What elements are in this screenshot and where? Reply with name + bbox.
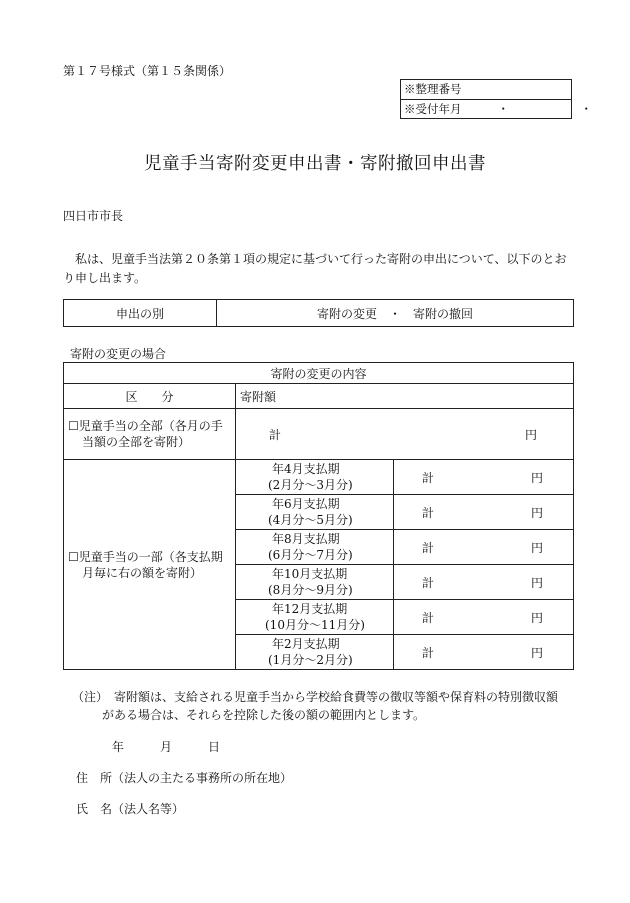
received-date-label: ※受付年月 [404,102,462,116]
note [72,688,572,724]
application-type-table [63,299,574,327]
period-amount-input[interactable]: 円 [454,530,574,565]
partial-donation-option[interactable] [64,460,236,670]
full-donation-option[interactable] [64,409,236,460]
note-line-2: がある場合は、それらを控除した後の額の範囲内とします。 [102,708,426,722]
period-range: (1月分～2月分) [268,653,353,667]
period-amount-input[interactable]: 円 [454,600,574,635]
partial-donation-label-1: ☐児童手当の一部（各支払期 [68,549,223,564]
period-cell [236,600,394,635]
period-cell [236,460,394,495]
period-range: (10月分～11月分) [265,618,365,632]
reference-number-row [401,80,571,99]
document-title: 児童手当寄附変更申出書・寄附撤回申出書 [144,154,486,174]
period-amount-input[interactable]: 円 [454,495,574,530]
date-field[interactable]: 年 月 日 [112,740,221,754]
intro-paragraph: 私は、児童手当法第２０条第１項の規定に基づいて行った寄附の申出について、以下のとおり申し出ます。 [63,252,567,285]
period-label: 年10月支払期 [272,567,348,581]
category-header: 区 分 [64,384,236,409]
period-total-label: 計 [394,460,454,495]
reference-number-label: ※整理番号 [404,82,462,96]
period-total-label: 計 [394,600,454,635]
full-donation-label-2: 当額の全部を寄附） [82,435,191,449]
option-change[interactable]: 寄附の変更 [316,306,377,321]
period-cell [236,530,394,565]
addressee: 四日市市長 [63,209,124,223]
option-separator: ・ [388,306,401,321]
period-amount-input[interactable]: 円 [454,565,574,600]
period-cell [236,635,394,670]
period-label: 年8月支払期 [272,532,340,546]
change-section-label: 寄附の変更の場合 [70,347,167,361]
application-type-options[interactable] [217,300,574,327]
period-range: (4月分～5月分) [268,513,353,527]
option-withdraw[interactable]: 寄附の撤回 [413,306,474,321]
form-number: 第１７号様式（第１５条関係） [63,64,232,78]
full-donation-label-1: ☐児童手当の全部（各月の手 [68,419,223,433]
change-details-table [63,362,574,670]
period-total-label: 計 [394,495,454,530]
full-total-label: 計 [269,428,282,442]
period-total-label: 計 [394,530,454,565]
note-line-1: （注） 寄附額は、支給される児童手当から学校給食費等の徴収等額や保育料の特別徴収額 [72,690,559,704]
address-field[interactable]: 住 所（法人の主たる事務所の所在地） [76,771,293,785]
full-yen-unit: 円 [525,428,538,442]
name-field[interactable]: 氏 名（法人名等） [76,802,185,816]
period-label: 年4月支払期 [272,462,340,476]
period-cell [236,495,394,530]
period-total-label: 計 [394,565,454,600]
partial-donation-label-2: 月毎に右の額を寄附） [82,565,203,580]
period-range: (6月分～7月分) [268,548,353,562]
period-label: 年6月支払期 [272,497,340,511]
period-amount-input[interactable]: 円 [454,460,574,495]
office-use-box [400,79,622,119]
amount-header: 寄附額 [236,384,574,409]
period-amount-input[interactable]: 円 [454,635,574,670]
full-donation-amount[interactable] [236,409,574,460]
received-date-dots: ・ ・ [497,102,622,116]
period-range: (8月分～9月分) [268,583,353,597]
period-label: 年12月支払期 [272,602,348,616]
change-table-title: 寄附の変更の内容 [64,363,574,384]
period-total-label: 計 [394,635,454,670]
period-cell [236,565,394,600]
period-label: 年2月支払期 [272,637,340,651]
period-range: (2月分～3月分) [268,478,353,492]
application-type-label: 申出の別 [64,300,217,327]
received-date-row [401,99,622,118]
